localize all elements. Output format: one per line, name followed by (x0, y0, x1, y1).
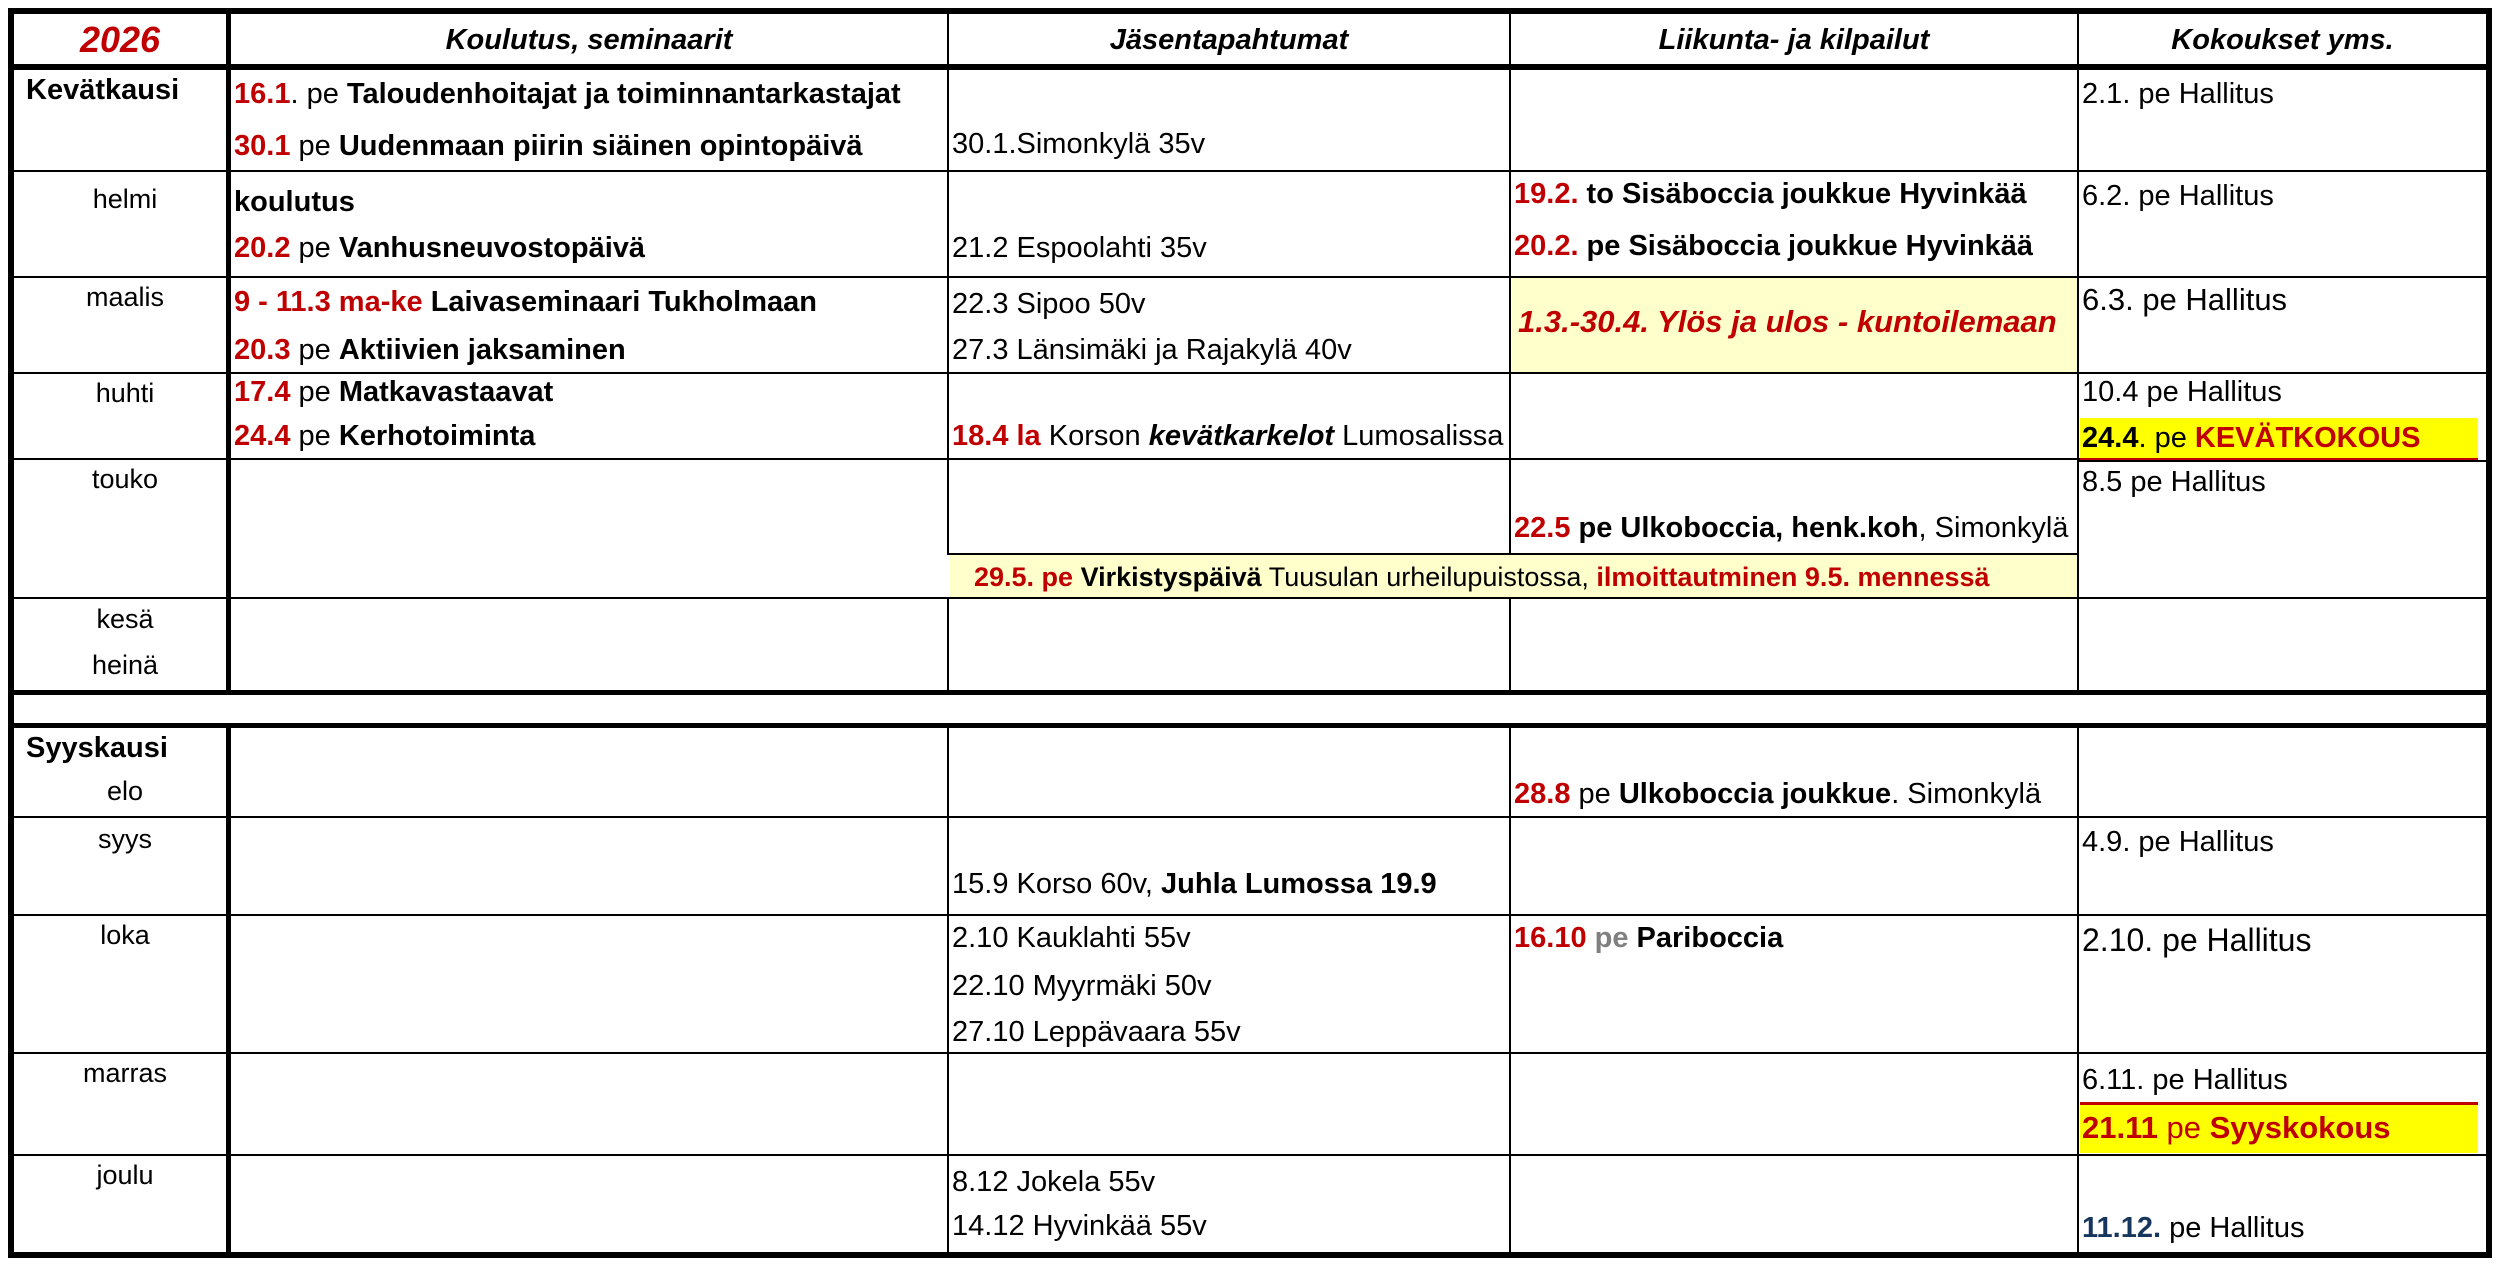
meeting-apr: 10.4 pe Hallitus (2082, 376, 2282, 408)
event-oct-member-1: 2.10 Kauklahti 55v (952, 922, 1191, 954)
event-mar-member-1: 22.3 Sipoo 50v (952, 288, 1146, 320)
sport-feb-boccia-2: 20.2. pe Sisäboccia joukkue Hyvinkää (1514, 230, 2034, 262)
event-jan-treasurers: 16.1. pe Taloudenhoitajat ja toiminnantarkastajat (234, 78, 901, 110)
month-apr: huhti (95, 378, 155, 408)
month-jun: kesä (96, 604, 154, 634)
col-header-member-events: Jäsentapahtumat (1109, 24, 1349, 56)
vline-1 (226, 8, 231, 692)
season-divider-bottom (14, 723, 2486, 728)
hline-nov (14, 1154, 2486, 1156)
meeting-sep: 4.9. pe Hallitus (2082, 826, 2274, 858)
sport-feb-boccia-1: 19.2. to Sisäboccia joukkue Hyvinkää (1514, 178, 2027, 210)
autumn-meeting: 21.11 pe Syyskokous (2082, 1110, 2391, 1145)
vline-4 (2077, 8, 2079, 692)
sport-campaign: 1.3.-30.4. Ylös ja ulos - kuntoilemaan (1518, 304, 2057, 339)
event-feb-training: koulutus (234, 186, 355, 218)
event-jan-member: 30.1.Simonkylä 35v (952, 128, 1206, 160)
hline-apr-r (2078, 460, 2486, 462)
hline-may (14, 597, 2486, 599)
vline-3c (1509, 726, 1511, 1256)
sport-may-boccia: 22.5 pe Ulkoboccia, henk.koh, Simonkylä (1514, 512, 2069, 544)
month-may: touko (91, 464, 159, 494)
hline-may-in (949, 553, 2079, 555)
year-label: 2026 (79, 19, 161, 60)
hline-sep (14, 914, 2486, 916)
event-oct-member-3: 27.10 Leppävaara 55v (952, 1016, 1241, 1048)
hline-aug (14, 816, 2486, 818)
vline-4b (2077, 726, 2079, 1256)
meeting-mar: 6.3. pe Hallitus (2082, 282, 2288, 317)
event-apr-travel: 17.4 pe Matkavastaavat (234, 376, 554, 408)
event-jan-study-day: 30.1 pe Uudenmaan piirin siäinen opintopäivä (234, 130, 863, 162)
event-oct-member-2: 22.10 Myyrmäki 50v (952, 970, 1212, 1002)
col-header-sports: Liikunta- ja kilpailut (1658, 24, 1930, 56)
col-header-training: Koulutus, seminaarit (445, 24, 733, 56)
spring-meeting: 24.4. pe KEVÄTKOKOUS (2082, 422, 2421, 454)
sport-oct-pariboccia: 16.10 pe Pariboccia (1514, 922, 1784, 954)
event-apr-clubs: 24.4 pe Kerhotoiminta (234, 420, 536, 452)
meeting-nov: 6.11. pe Hallitus (2082, 1064, 2288, 1096)
border-bottom (8, 1252, 2492, 1258)
hline-feb (14, 276, 2486, 278)
meeting-dec: 11.12. pe Hallitus (2082, 1212, 2305, 1244)
col-header-meetings: Kokoukset yms. (2171, 24, 2394, 56)
hline-oct (14, 1052, 2486, 1054)
vline-2c (947, 726, 949, 1256)
event-feb-member: 21.2 Espoolahti 35v (952, 232, 1207, 264)
vline-2 (947, 8, 949, 555)
month-dec: joulu (96, 1160, 154, 1190)
month-sep: syys (98, 824, 152, 854)
event-apr-spring-party: 18.4 la Korson kevätkarkelot Lumosalissa (952, 420, 1504, 452)
month-oct: loka (100, 920, 150, 950)
meeting-jan: 2.1. pe Hallitus (2082, 78, 2274, 110)
event-recreation-day: 29.5. pe Virkistyspäivä Tuusulan urheilupuistossa, ilmoittautminen 9.5. mennessä (974, 562, 1990, 592)
vline-3 (1509, 8, 1511, 555)
season-divider-top (14, 690, 2486, 695)
vline-2b (947, 598, 949, 692)
month-aug: elo (106, 776, 144, 806)
month-jul: heinä (91, 650, 159, 680)
season-autumn: Syyskausi (26, 732, 168, 764)
border-right (2486, 8, 2492, 1258)
month-feb: helmi (92, 184, 158, 214)
hline-apr (14, 458, 2080, 460)
meeting-oct: 2.10. pe Hallitus (2082, 922, 2312, 958)
autumn-meeting-underline-top (2080, 1102, 2478, 1105)
season-spring: Kevätkausi (26, 74, 180, 106)
event-dec-member-2: 14.12 Hyvinkää 55v (952, 1210, 1207, 1242)
event-mar-cruise-seminar: 9 - 11.3 ma-ke Laivaseminaari Tukholmaan (234, 286, 817, 318)
meeting-feb: 6.2. pe Hallitus (2082, 180, 2274, 212)
month-mar: maalis (85, 282, 165, 312)
sport-aug-boccia: 28.8 pe Ulkoboccia joukkue. Simonkylä (1514, 778, 2042, 810)
event-mar-member-2: 27.3 Länsimäki ja Rajakylä 40v (952, 334, 1352, 366)
event-mar-active-coping: 20.3 pe Aktiivien jaksaminen (234, 334, 626, 366)
event-sep-korso: 15.9 Korso 60v, Juhla Lumossa 19.9 (952, 868, 1437, 900)
event-dec-member-1: 8.12 Jokela 55v (952, 1166, 1156, 1198)
border-left (8, 8, 14, 1258)
meeting-may: 8.5 pe Hallitus (2082, 466, 2266, 498)
event-feb-elderly-council: 20.2 pe Vanhusneuvostopäivä (234, 232, 646, 264)
hline-jan (14, 170, 2486, 172)
vline-3b (1509, 598, 1511, 692)
month-nov: marras (82, 1058, 167, 1088)
